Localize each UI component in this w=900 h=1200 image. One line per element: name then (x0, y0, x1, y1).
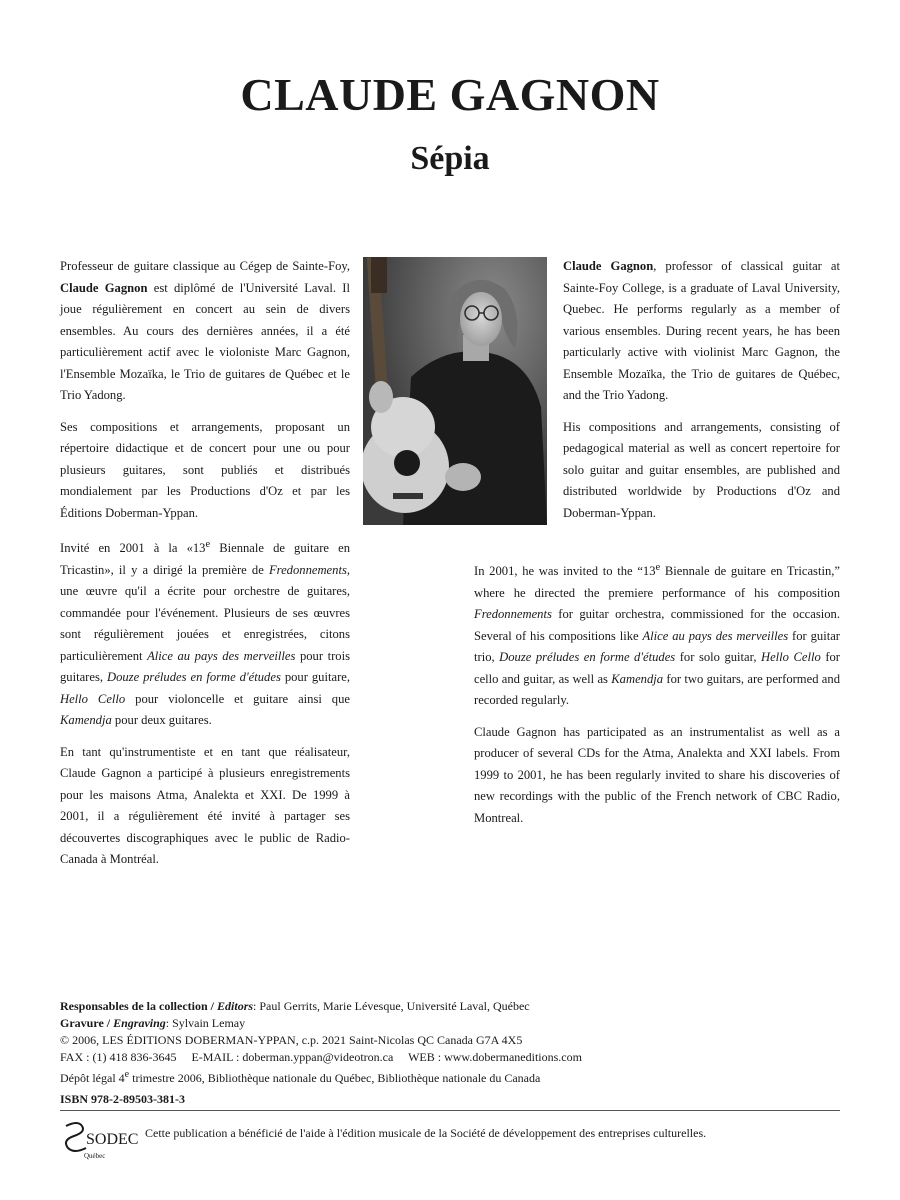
text: for guitar trio, (474, 628, 841, 665)
work-title: Alice au pays des merveilles (642, 628, 789, 643)
text: Professeur de guitare classique au Cégep de Sainte-Foy, (60, 259, 350, 273)
text: for two guitars, are performed and recorded regularly. (474, 671, 840, 708)
bold-name: Claude Gagnon (563, 259, 654, 273)
english-paragraph-1 (563, 256, 840, 407)
acknowledgement-text: Cette publication a bénéficié de l'aide à l'édition musicale de la Société de développement des entreprises culturelles. (145, 1126, 707, 1140)
english-paragraph-4: Claude Gagnon has participated as an instrumentalist as well as a producer of several CDs for the Atma, Analekta and XXI labels. From 1999 to 2001, he has been regularly invited to share his discoveries of new recordings with the public of the French network of CBC Radio, Montreal. (474, 724, 840, 825)
text: pour guitare, (280, 670, 350, 685)
text: pour trois guitares, (60, 648, 350, 685)
english-paragraph-2: His compositions and arrangements, consisting of pedagogical material as well as concert repertoire for solo guitar and guitar ensembles, are published and distributed worldwide by Productions d'Oz and Doberman-Yppan. (563, 419, 840, 520)
editors-label: Responsables de la collection / (60, 999, 218, 1013)
superscript: e (205, 539, 211, 550)
work-title: Douze préludes en forme d'études (106, 670, 281, 685)
editors-label-en: Editors (217, 999, 254, 1013)
english-paragraph-3 (474, 557, 840, 712)
bold-name: Claude Gagnon (60, 280, 148, 295)
text: Invité en 2001 à la «13 (60, 541, 206, 556)
french-paragraph-1 (60, 256, 350, 407)
french-paragraph-2: Ses compositions et arrangements, proposant un répertoire didactique et de concert pour une ou pour plusieurs guitares, sont publiés et distribués mondialement par les Productions d'Oz et par les Éditions Doberman-Yppan. (60, 419, 350, 520)
isbn: ISBN 978-2-89503-381-3 (60, 1092, 185, 1106)
guitarist-portrait-image (363, 257, 547, 525)
superscript: e (655, 562, 661, 573)
engraving-label-en: Engraving (113, 1016, 166, 1030)
sodec-sub-label: Québec (84, 1152, 106, 1160)
text: for solo guitar, (675, 650, 761, 665)
text: , une œuvre qu'il a écrite pour orchestre de guitares, commandée pour l'événement. Plusieurs de ses œuvres sont régulièrement jouées et enregistrées, citons particulièrement (60, 562, 350, 663)
work-title: Kamendja (611, 671, 664, 686)
work-title: Fredonnements (268, 562, 347, 577)
superscript: e (124, 1069, 130, 1080)
text: trimestre 2006, Bibliothèque nationale du Québec, Bibliothèque nationale du Canada (129, 1071, 541, 1085)
english-bio-top (563, 256, 840, 534)
credits-footer (60, 998, 840, 1108)
page-title: CLAUDE GAGNON (240, 69, 660, 120)
footer-divider (60, 1110, 840, 1111)
engraving-label: Gravure / (60, 1016, 114, 1030)
text: for cello and guitar, as well as (474, 650, 840, 686)
french-paragraph-4: En tant qu'instrumentiste et en tant que réalisateur, Claude Gagnon a participé à plusieurs enregistrements pour les maisons Atma, Analekta et XXI. De 1999 à 2001, il a régulièrement été invité à partager ses découvertes discographiques avec le public de Radio-Canada à Montréal. (60, 744, 350, 867)
text: est diplômé de l'Université Laval. Il joue régulièrement en concert au sein de divers ensembles. Au cours des dernières années, il a été particulièrement actif avec le violoniste Marc Gagnon, l'Ensemble Mozaïka, le Trio de guitares de Québec et le Trio Yadong. (60, 280, 350, 402)
editors-line (60, 998, 840, 1015)
text: In 2001, he was invited to the “13 (474, 564, 656, 579)
text: , professor of classical guitar at Sainte-Foy College, is a graduate of Laval University, Quebec. He performs regularly as a member of various ensembles. During recent years, he has been particularly active with violinist Marc Gagnon, the Ensemble Mozaïka, the Trio de guitares de Québec, and the Trio Yadong. (563, 259, 840, 402)
text: Biennale de guitare en Tricastin,” where he directed the premiere performance of his composition (474, 564, 840, 600)
portrait-photo (363, 257, 547, 525)
sodec-logo-text: SODEC (86, 1131, 139, 1148)
work-title: Fredonnements (474, 607, 552, 622)
work-title: Hello Cello (761, 650, 821, 665)
work-title: Hello Cello (60, 691, 126, 706)
work-title: Kamendja (60, 713, 112, 728)
legal-deposit-line (60, 1066, 840, 1087)
french-paragraph-3 (60, 534, 350, 732)
engraving-line (60, 1015, 840, 1032)
text: pour deux guitares. (111, 713, 212, 728)
page-subtitle: Sépia (410, 140, 490, 177)
text: Dépôt légal 4 (60, 1071, 125, 1085)
text: for guitar orchestra, commissioned for the occasion. Several of his compositions like (474, 607, 840, 643)
editors-value: : Paul Gerrits, Marie Lévesque, Université Laval, Québec (253, 999, 530, 1013)
work-title: Douze préludes en forme d'études (499, 650, 676, 665)
work-title: Alice au pays des merveilles (147, 648, 296, 663)
french-bio (60, 256, 350, 881)
contact-line: FAX : (1) 418 836-3645 E-MAIL : doberman.yppan@videotron.ca WEB : www.dobermaneditions.com (60, 1050, 582, 1064)
text: Biennale de guitare en Tricastin», il y a dirigé la première de (60, 541, 350, 577)
engraving-value: : Sylvain Lemay (165, 1016, 246, 1030)
text: pour violoncelle et guitare ainsi que (125, 691, 350, 706)
english-bio-bottom (474, 557, 840, 839)
copyright-line: © 2006, LES ÉDITIONS DOBERMAN-YPPAN, c.p. 2021 Saint-Nicolas QC Canada G7A 4X5 (60, 1033, 523, 1047)
